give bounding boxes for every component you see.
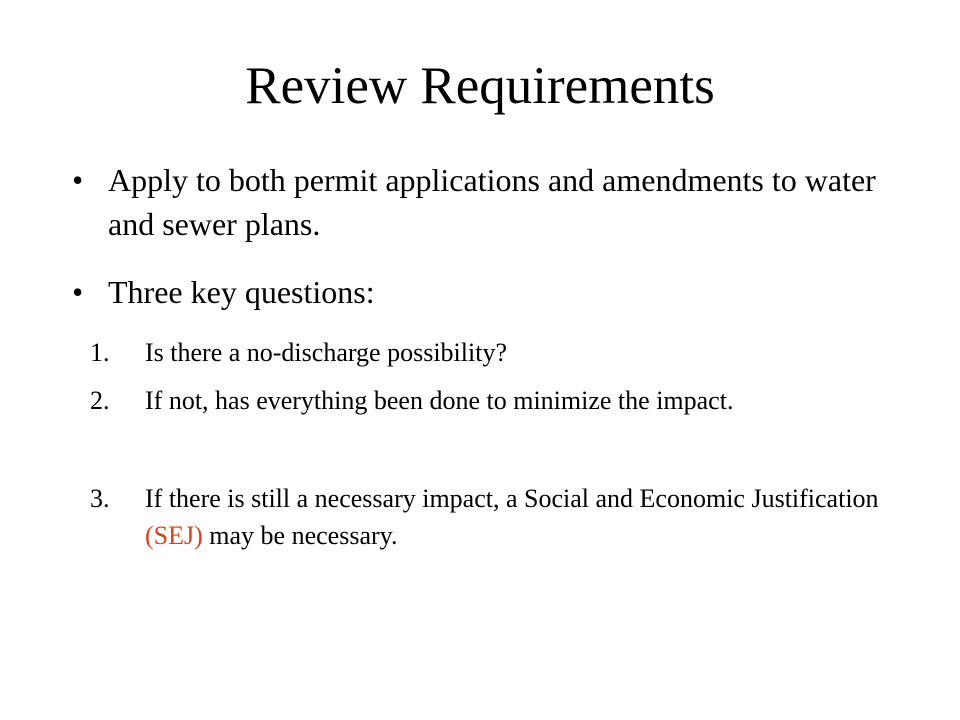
bullet-text: Three key questions: [108, 274, 375, 310]
bullet-marker: • [72, 162, 84, 198]
question-number: 3. [90, 484, 110, 513]
slide-title: Review Requirements [245, 57, 715, 115]
question-number: 1. [90, 338, 110, 367]
question-text: If not, has everything been done to minimize the impact. [145, 386, 734, 415]
bullet-marker: • [72, 274, 84, 310]
question-text [145, 480, 905, 554]
question-text-before: If there is still a necessary impact, a Social and Economic Justification [145, 484, 879, 513]
question-text: Is there a no-discharge possibility? [145, 338, 507, 367]
question-number: 2. [90, 386, 110, 415]
question-text-after: may be necessary. [202, 521, 398, 550]
bullet-text: Apply to both permit applications and amendments to water and sewer plans. [108, 162, 876, 242]
sej-highlight: (SEJ) [145, 521, 203, 550]
